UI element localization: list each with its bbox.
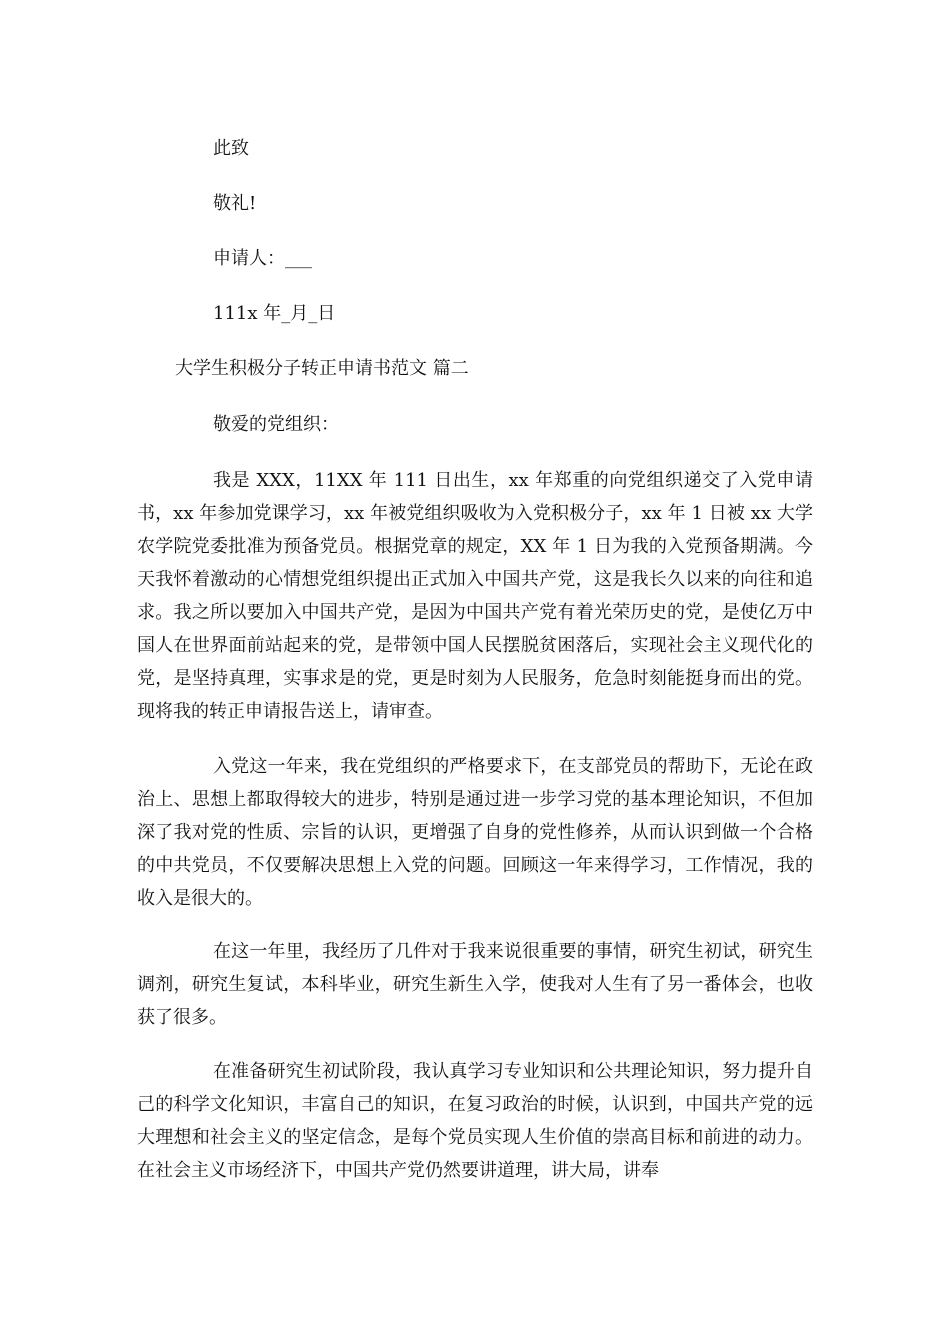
paragraph-text: 入党这一年来，我在党组织的严格要求下，在支部党员的帮助下，无论在政治上、思想上都取得较大的进步，特别是通过进一步学习党的基本理论知识，不但加深了我对党的性质、宗旨的认识，更增强了自身的党性修养，从而认识到做一个合格的中共党员，不仅要解决思想上入党的问题。回顾这一年来得学习，工作情况，我的收入是很大的。 bbox=[137, 756, 813, 909]
body-paragraph bbox=[137, 750, 813, 915]
closing-regards: 敬礼! bbox=[213, 193, 257, 214]
closing-salutation: 此致 bbox=[213, 138, 249, 159]
date-line: 111x 年_月_日 bbox=[213, 303, 336, 324]
section-title: 大学生积极分子转正申请书范文 篇二 bbox=[175, 358, 469, 379]
applicant-line: 申请人：___ bbox=[213, 248, 312, 269]
paragraph-text: 在这一年里，我经历了几件对于我来说很重要的事情，研究生初试，研究生调剂，研究生复试，本科毕业，研究生新生入学，使我对人生有了另一番体会，也收获了很多。 bbox=[137, 941, 813, 1028]
greeting: 敬爱的党组织： bbox=[213, 414, 339, 435]
paragraph-text: 在准备研究生初试阶段，我认真学习专业知识和公共理论知识，努力提升自己的科学文化知识，丰富自己的知识，在复习政治的时候，认识到，中国共产党的远大理想和社会主义的坚定信念，是每个党员实现人生价值的崇高目标和前进的动力。在社会主义市场经济下，中国共产党仍然要讲道理，讲大局，讲奉 bbox=[137, 1061, 813, 1181]
body-paragraph bbox=[137, 1055, 813, 1187]
body-paragraph bbox=[137, 464, 813, 728]
paragraph-text: 我是 XXX，11XX 年 111 日出生，xx 年郑重的向党组织递交了入党申请书，xx 年参加党课学习，xx 年被党组织吸收为入党积极分子，xx 年 1 日被 xx 大学农学院党委批准为预备党员。根据党章的规定，XX 年 1 日为我的入党预备期满。今天我怀着激动的心情想党组织提出正式加入中国共产党，这是我长久以来的向往和追求。我之所以要加入中国共产党，是因为中国共产党有着光荣历史的党，是使亿万中国人在世界面前站起来的党，是带领中国人民摆脱贫困落后，实现社会主义现代化的党，是坚持真理，实事求是的党，更是时刻为人民服务，危急时刻能挺身而出的党。现将我的转正申请报告送上，请审查。 bbox=[137, 470, 813, 722]
body-paragraph bbox=[137, 935, 813, 1034]
